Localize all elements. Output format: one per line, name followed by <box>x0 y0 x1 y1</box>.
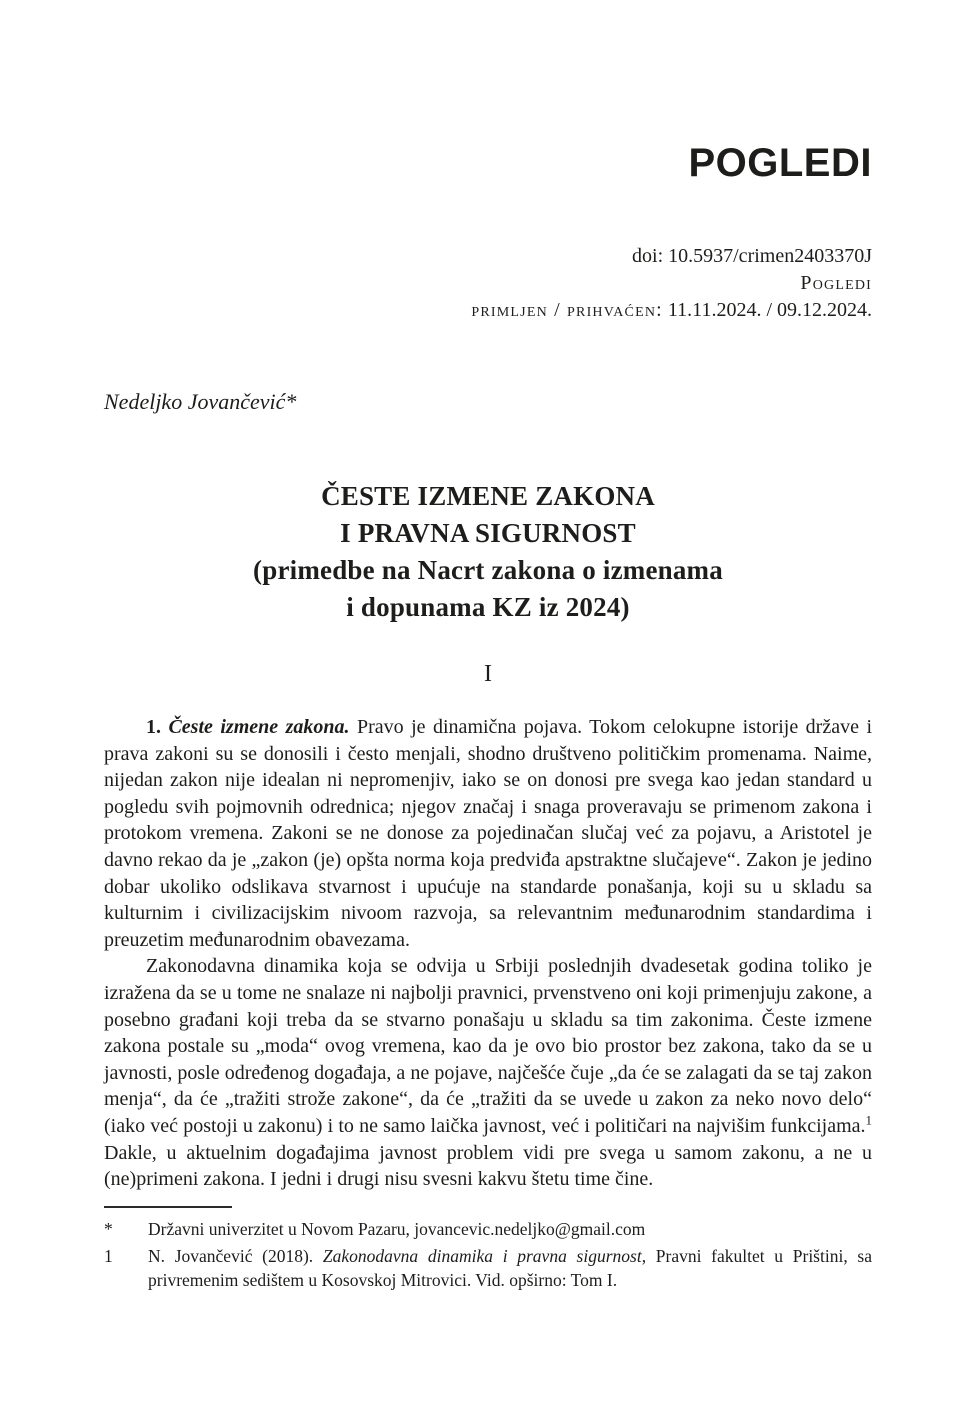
footnote-affiliation <box>104 1218 872 1242</box>
footnote-1-citation-author: N. Jovančević (2018). <box>148 1246 323 1267</box>
journal-section-kicker: POGLEDI <box>688 141 872 185</box>
article-title <box>104 478 872 626</box>
paragraph-1-text: Pravo je dinamična pojava. Tokom celokupne istorije države i prava zakoni su se donosili i često menjali, shodno društveno političkim promenama. Naime, nijedan zakon nije idealan ni nepromenjiv, iako se on donosi pre svega kao jedan standard u pogledu svih pojmovnih odrednica; njegov značaj i snaga proveravaju se primenom zakona i protokom vremena. Zakoni se ne donose za pojedinačan slučaj već za pojavu, a Aristotel je davno rekao da je „zakon (je) opšta norma koja predviđa apstraktne slučajeve“. Zakon je jedino dobar ukoliko odslikava stvarnost i upućuje na standarde ponašanja, koji su u skladu sa kulturnim i civilizacijskim nivoom razvoja, sa relevantnim međunarodnim standardima i preuzetim međunarodnim obavezama. <box>104 716 872 951</box>
footnote-divider <box>104 1206 232 1208</box>
paragraph-1 <box>104 714 872 953</box>
author-affiliation-mark: * <box>285 389 297 414</box>
paragraph-2-text: Zakonodavna dinamika koja se odvija u Srbiji poslednjih dvadesetak godina toliko je izražena da se u tome ne snalaze ni najbolji pravnici, prvenstveno oni koji primenjuju zakone, a posebno građani koji treba da se stvarno ponašaju u skladu sa tim zakonima. Česte izmene zakona postale su „moda“ ovog vremena, kao da je ovo bio prostor bez zakona, tako da se u javnosti, posle određenog događaja, a ne pojave, najčešće čuje „da će se zalagati da se taj zakon menja“, da će „tražiti strože zakone“, da će „tražiti da se uvede u zakon za neko novo delo“ (iako već postoji u zakonu) i to ne samo laička javnost, već i političari na najvišim funkcijama. <box>104 955 872 1137</box>
received-accepted-line <box>104 297 872 324</box>
paragraph-2 <box>104 953 872 1192</box>
paragraph-2-text-after: Dakle, u aktuelnim događajima javnost problem vidi pre svega u samom zakonu, a ne u (ne)primeni zakona. I jedni i drugi nisu svesni kakvu štetu time čine. <box>104 1141 872 1191</box>
footnote-1 <box>104 1245 872 1292</box>
footnotes-block <box>104 1206 872 1293</box>
received-accepted-label: primljen / prihvaćen: <box>471 299 663 321</box>
title-line-3: (primedbe na Nacrt zakona o izmenama <box>253 555 723 585</box>
category-line: Pogledi <box>800 272 872 294</box>
paragraph-1-lead: Česte izmene zakona. <box>168 716 350 738</box>
paragraph-1-number: 1. <box>146 716 161 738</box>
footnote-reference-1: 1 <box>865 1112 872 1128</box>
author-name: Nedeljko Jovančević <box>104 389 286 414</box>
footnote-1-text <box>148 1245 872 1292</box>
received-accepted-dates: 11.11.2024. / 09.12.2024. <box>667 299 872 321</box>
footnote-affiliation-marker: * <box>104 1218 113 1239</box>
footnote-1-marker: 1 <box>104 1246 113 1267</box>
author-line <box>104 388 872 416</box>
article-body <box>104 714 872 1193</box>
doi-line: doi: 10.5937/crimen2403370J <box>632 245 872 267</box>
footnote-affiliation-text: Državni univerzitet u Novom Pazaru, jovancevic.nedeljko@gmail.com <box>148 1218 646 1239</box>
title-line-4: i dopunama KZ iz 2024) <box>346 592 630 622</box>
section-heading-roman: I <box>484 661 492 687</box>
footnote-1-citation-title: Zakonodavna dinamika i pravna sigurnost <box>322 1246 642 1267</box>
title-line-1: ČESTE IZMENE ZAKONA <box>321 481 655 511</box>
title-line-2: I PRAVNA SIGURNOST <box>340 518 636 548</box>
footnote-1-citation-rest: , Pravni fakultet u Prištini, sa privremenim sedištem u Kosovskoj Mitrovici. Vid. opširno: Tom I. <box>148 1246 872 1290</box>
article-meta <box>104 243 872 324</box>
